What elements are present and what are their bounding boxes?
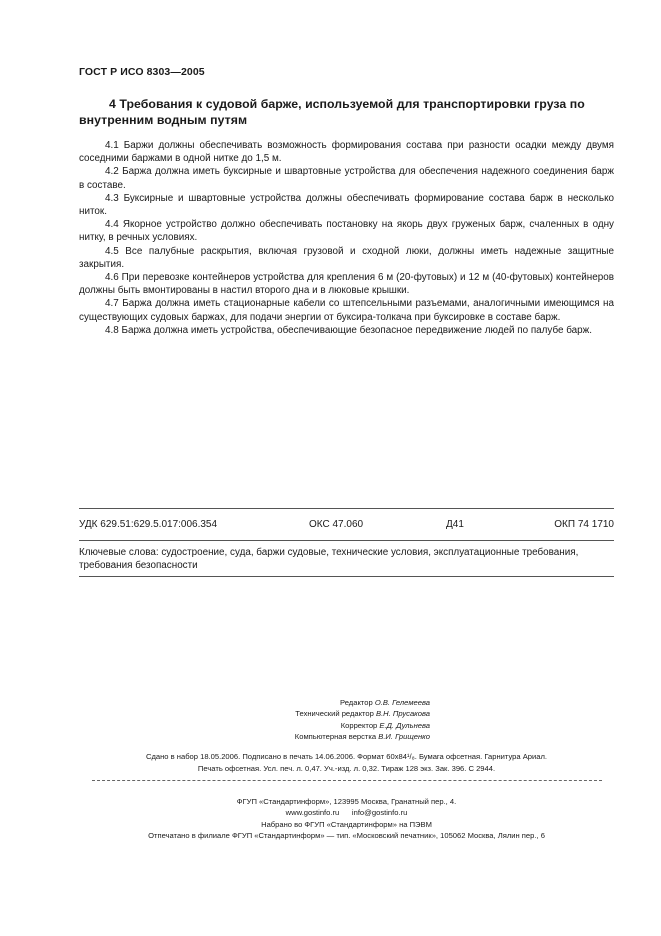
divider-top [79,508,614,509]
publisher-line-3: Набрано во ФГУП «Стандартинформ» на ПЭВМ [261,819,432,829]
layout-label: Компьютерная верстка [294,731,377,741]
credits-block [230,697,430,742]
d-code: Д41 [446,519,464,530]
tech-editor-label: Технический редактор [295,709,374,719]
oks-code: ОКС 47.060 [309,519,364,530]
paragraph-4-3: 4.3 Буксирные и швартовные устройства должны обеспечивать формирование состава барж в несколько ниток. [79,192,614,218]
classification-row [79,519,614,533]
corrector-label: Корректор [340,720,378,730]
editor-label: Редактор [340,698,373,707]
paragraph-4-6: 4.6 При перевозке контейнеров устройства для крепления 6 м (20-футовых) и 12 м (40-футовых) контейнеров должны быть вмонтированы в настил второго дна и в люковые крышки. [79,272,614,297]
editor-line [230,697,430,708]
layout-name: В.И. Грищенко [378,731,430,741]
publisher-info [79,796,614,841]
dashed-divider [92,780,602,781]
publisher-line-1: ФГУП «Стандартинформ», 123995 Москва, Гранатный пер., 4. [236,797,457,806]
print-info-line-1: Сдано в набор 18.05.2006. Подписано в печать 14.06.2006. Формат 60x84¹/₈. Бумага офсетная. Гарнитура Ариал. [145,752,548,761]
section-title: 4 Требования к судовой барже, используемой для транспортировки груза по внутренним водным путям [79,97,585,127]
layout-line [230,731,430,742]
corrector-name: Е.Д. Дульнева [379,720,430,730]
paragraph-4-5: 4.5 Все палубные раскрытия, включая грузовой и сходной люки, должны иметь надежные защитные закрытия. [79,245,614,270]
document-id: ГОСТ Р ИСО 8303—2005 [79,66,205,78]
okp-code: ОКП 74 1710 [554,519,614,530]
tech-editor-line [230,708,430,719]
corrector-line [230,720,430,731]
tech-editor-name: В.Н. Прусакова [376,709,430,719]
paragraph-4-1: 4.1 Баржи должны обеспечивать возможность формирования состава при разности осадки между двумя соседними баржами в одной нитке до 1,5 м. [79,140,614,165]
paragraph-4-4: 4.4 Якорное устройство должно обеспечивать постановку на якорь двух груженых барж, счаленных в одну нитку, в речных условиях. [79,219,614,244]
paragraph-4-2: 4.2 Баржа должна иметь буксирные и швартовные устройства для обеспечения надежного соединения барж в составе. [79,166,614,191]
editor-name: О.В. Гелемеева [374,698,430,707]
keywords: Ключевые слова: судостроение, суда, баржи судовые, технические условия, эксплуатационные требования, требования безопасности [79,547,579,572]
divider-middle [79,540,614,541]
publisher-line-2: www.gostinfo.ru info@gostinfo.ru [285,808,408,818]
requirements-list [79,139,614,337]
print-info [79,751,614,775]
divider-bottom [79,576,614,577]
publisher-line-4: Отпечатано в филиале ФГУП «Стандартинформ» — тип. «Московский печатник», 105062 Москва, Лялин пер., 6 [148,830,545,840]
udk-code: УДК 629.51:629.5.017:006.354 [79,519,218,530]
paragraph-4-8: 4.8 Баржа должна иметь устройства, обеспечивающие безопасное передвижение людей по палубе барж. [105,324,593,336]
paragraph-4-7: 4.7 Баржа должна иметь стационарные кабели со штепсельными разъемами, аналогичными имеющимся на существующих судовых баржах, для подачи энергии от буксира-толкача при буксировке в составе барж. [79,298,614,323]
print-info-line-2: Печать офсетная. Усл. печ. л. 0,47. Уч.-изд. л. 0,32. Тираж 128 экз. Зак. 396. С 2944. [197,764,496,773]
